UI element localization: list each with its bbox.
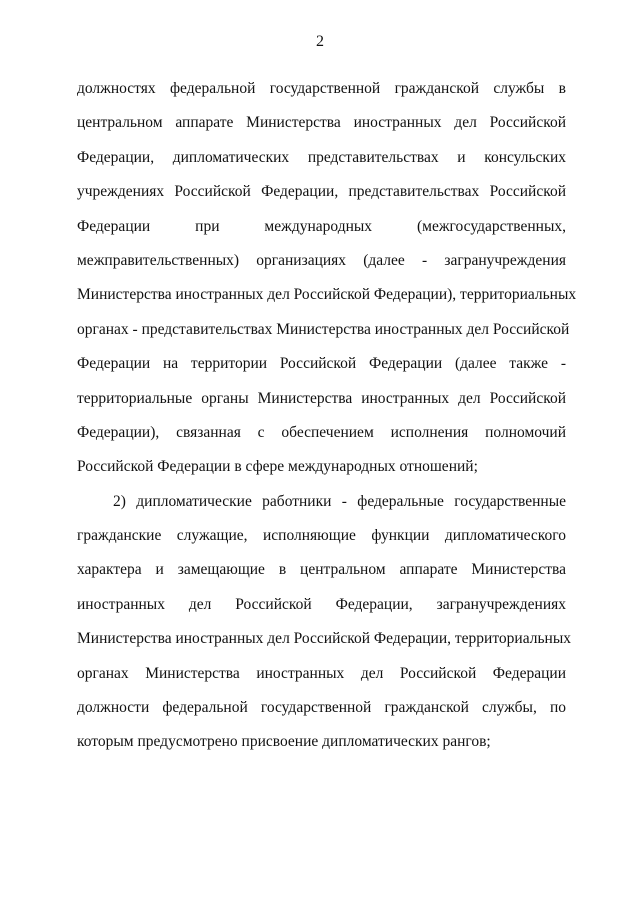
text-line: межправительственных) организациях (далее - загранучреждения: [77, 251, 566, 269]
text-line: должностях федеральной государственной гражданской службы в: [77, 80, 566, 97]
document-body: [77, 72, 577, 760]
text-line: органах - представительствах Министерства иностранных дел Российской: [77, 320, 570, 338]
text-line: характера и замещающие в центральном аппарате Министерства: [77, 561, 566, 579]
paragraph-1: [77, 72, 577, 485]
text-line: учреждениях Российской Федерации, представительствах Российской: [77, 183, 566, 201]
text-line: гражданские служащие, исполняющие функции дипломатического: [77, 527, 566, 545]
text-line: центральном аппарате Министерства иностранных дел Российской: [77, 114, 566, 132]
text-line: органах Министерства иностранных дел Российской Федерации: [77, 664, 566, 682]
page-number: 2: [316, 33, 324, 50]
text-line: Российской Федерации в сфере международных отношений;: [77, 458, 478, 476]
text-line: 2) дипломатические работники - федеральные государственные: [113, 492, 566, 510]
text-line: иностранных дел Российской Федерации, загранучреждениях: [77, 595, 566, 613]
text-line: Министерства иностранных дел Российской Федерации, территориальных: [77, 630, 571, 648]
text-line: территориальные органы Министерства иностранных дел Российской: [77, 389, 566, 407]
text-line: должности федеральной государственной гражданской службы, по: [77, 699, 566, 717]
paragraph-2: [77, 485, 571, 760]
text-line: Федерации, дипломатических представительствах и консульских: [77, 148, 566, 166]
text-line: Федерации при международных (межгосударственных,: [77, 217, 566, 235]
text-line: которым предусмотрено присвоение дипломатических рангов;: [77, 733, 491, 751]
text-line: Федерации), связанная с обеспечением исполнения полномочий: [77, 423, 566, 441]
text-line: Министерства иностранных дел Российской Федерации), территориальных: [77, 286, 577, 304]
text-line: Федерации на территории Российской Федерации (далее также -: [77, 355, 566, 373]
